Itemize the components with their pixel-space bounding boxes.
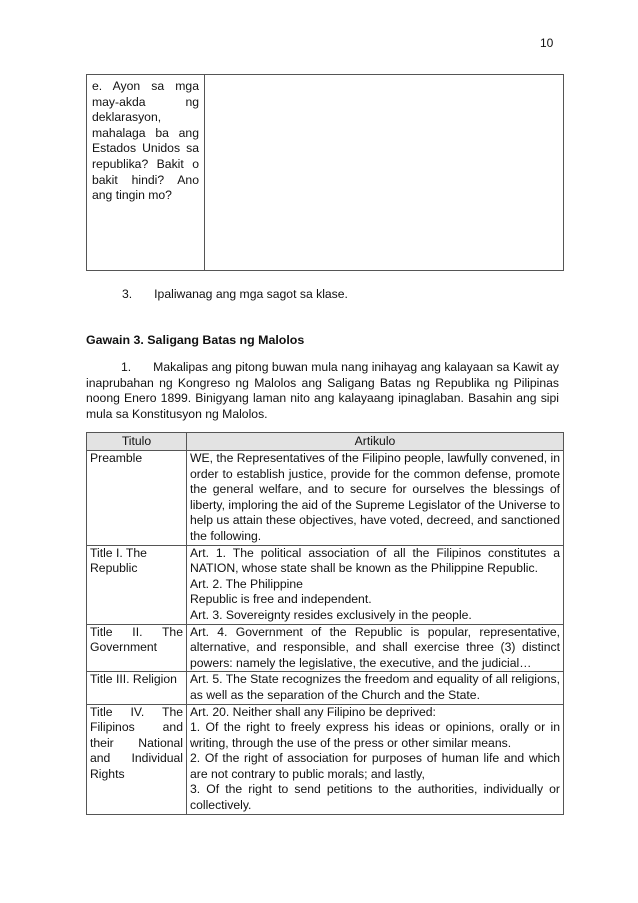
table-row: [87, 672, 564, 704]
table-row: [87, 545, 564, 624]
article-line: Republic is free and independent.: [190, 592, 372, 607]
row-article: [187, 545, 564, 624]
step-3-text: Ipaliwanag ang mga sagot sa klase.: [154, 287, 348, 301]
intro-paragraph: [86, 360, 559, 422]
article-line: 3. Of the right to send petitions to the authorities, individually or collectively.: [190, 782, 560, 813]
article-line: 2. Of the right of association for purposes of human life and which are not contrary to public morals; and lastly,: [190, 751, 560, 781]
table-row: [87, 704, 564, 814]
section-heading: Gawain 3. Saligang Batas ng Malolos: [86, 333, 305, 347]
answer-cell: [205, 75, 564, 271]
article-line: Art. 20. Neither shall any Filipino be deprived:: [190, 704, 436, 719]
article-line: Art. 1. The political association of all the Filipinos constitutes a NATION, whose state shall be known as the Philippine Republic.: [190, 545, 560, 576]
row-title: Title II. The Government: [87, 624, 187, 672]
row-article: [187, 672, 564, 704]
page-number: 10: [540, 36, 554, 50]
step-3: [122, 287, 348, 301]
question-table: [86, 74, 564, 271]
article-line: Art. 4. Government of the Republic is popular, representative, alternative, and responsible, and shall exercise three (3) distinct powers: namely the legislative, the executive, and the judicial…: [190, 624, 560, 670]
paragraph-number: 1.: [121, 360, 132, 374]
constitution-table: [86, 432, 564, 815]
article-line: Art. 5. The State recognizes the freedom and equality of all religions, as well as the separation of the Church and the State.: [190, 672, 560, 702]
row-title: Title IV. The Filipinos and their National and Individual Rights: [87, 704, 187, 814]
row-title: Preamble: [87, 451, 187, 546]
row-title: Title I. The Republic: [87, 545, 187, 624]
question-cell: e. Ayon sa mga may-akda ng deklarasyon, mahalaga ba ang Estados Unidos sa republika? Bakit o bakit hindi? Ano ang tingin mo?: [87, 75, 205, 271]
row-article: [187, 624, 564, 672]
step-3-number: 3.: [122, 287, 133, 301]
table-row: [87, 624, 564, 672]
header-titulo: Titulo: [87, 433, 187, 451]
row-article: [187, 451, 564, 546]
table-row: [87, 451, 564, 546]
article-line: Art. 3. Sovereignty resides exclusively in the people.: [190, 607, 472, 622]
article-line: 1. Of the right to freely express his ideas or opinions, orally or in writing, through the use of the press or other similar means.: [190, 720, 560, 750]
row-title: Title III. Religion: [87, 672, 187, 704]
header-artikulo: Artikulo: [187, 433, 564, 451]
row-article: [187, 704, 564, 814]
paragraph-text: Makalipas ang pitong buwan mula nang inihayag ang kalayaan sa Kawit ay inaprubahan ng Kongreso ng Malolos ang Saligang Batas ng Republika ng Pilipinas noong Enero 1899. Binigyang laman nito ang kalayaang ipinaglaban. Basahin ang sipi mula sa Konstitusyon ng Malolos.: [86, 360, 559, 421]
article-line: WE, the Representatives of the Filipino people, lawfully convened, in order to establish justice, provide for the common defense, promote the general welfare, and to secure for ourselves the blessings of liberty, imploring the aid of the Supreme Legislator of the Universe to help us attain these objectives, have voted, decreed, and sanctioned the following.: [190, 451, 560, 543]
article-line: Art. 2. The Philippine: [190, 576, 303, 591]
